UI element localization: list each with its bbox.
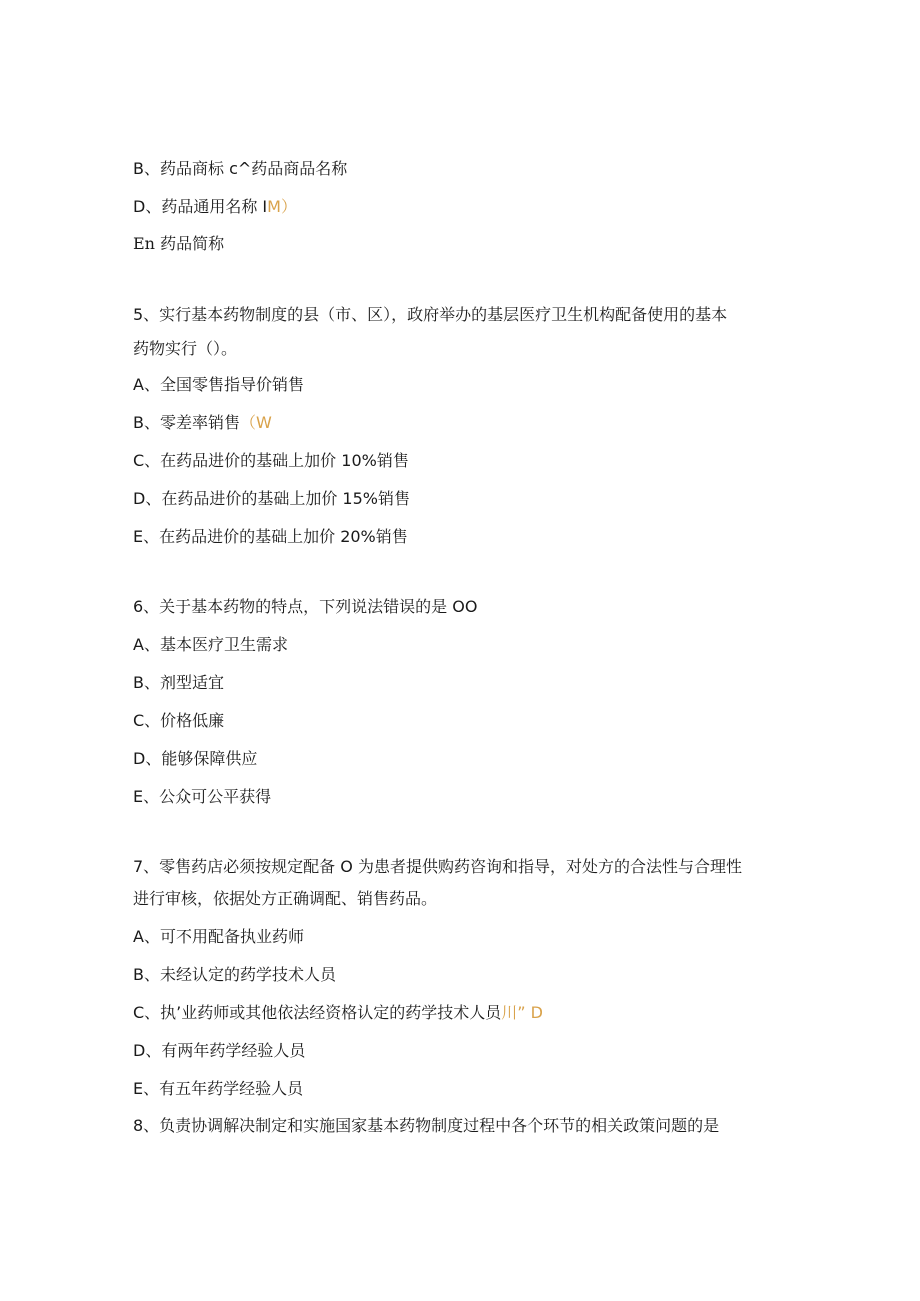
question-5-text: 5、实行基本药物制度的县（市、区），政府举办的基层医疗卫生机构配备使用的基本 [133,305,728,324]
q6-option-e: E、公众可公平获得 [133,787,272,806]
option-e-line: En 药品简称 [133,234,225,253]
q7-option-d: D、有两年药学经验人员 [133,1041,306,1060]
q7-option-a: A、可不用配备执业药师 [133,927,304,946]
answer-mark: M） [267,197,297,216]
q5-option-a: A、全国零售指导价销售 [133,375,304,394]
q5-option-c: C、在药品进价的基础上加价 10%销售 [133,451,409,470]
q6-option-b: B、剂型适宜 [133,673,224,692]
question-7-text: 7、零售药店必须按规定配备 O 为患者提供购药咨询和指导，对处方的合法性与合理性 [133,857,742,876]
question-5-text-cont: 药物实行（）。 [133,339,238,358]
option-b-line: B、药品商标 c^药品商品名称 [133,159,348,178]
q7-option-c: C、执’业药师或其他依法经资格认定的药学技术人员川” D [133,1003,543,1022]
q5-option-b: B、零差率销售（W [133,413,272,432]
q6-option-a: A、基本医疗卫生需求 [133,635,288,654]
answer-mark: 川” D [501,1003,543,1022]
question-6-text: 6、关于基本药物的特点，下列说法错误的是 OO [133,597,478,616]
q5-option-d: D、在药品进价的基础上加价 15%销售 [133,489,410,508]
option-d-line: D、药品通用名称 IM） [133,197,297,216]
q7-option-b: B、未经认定的药学技术人员 [133,965,336,984]
q6-option-d: D、能够保障供应 [133,749,258,768]
question-7-text-cont: 进行审核，依据处方正确调配、销售药品。 [133,889,438,908]
question-8-text: 8、负责协调解决制定和实施国家基本药物制度过程中各个环节的相关政策问题的是 [133,1116,720,1135]
q6-option-c: C、价格低廉 [133,711,225,730]
answer-mark: （W [239,413,272,432]
q7-option-e: E、有五年药学经验人员 [133,1079,304,1098]
q5-option-e: E、在药品进价的基础上加价 20%销售 [133,527,408,546]
